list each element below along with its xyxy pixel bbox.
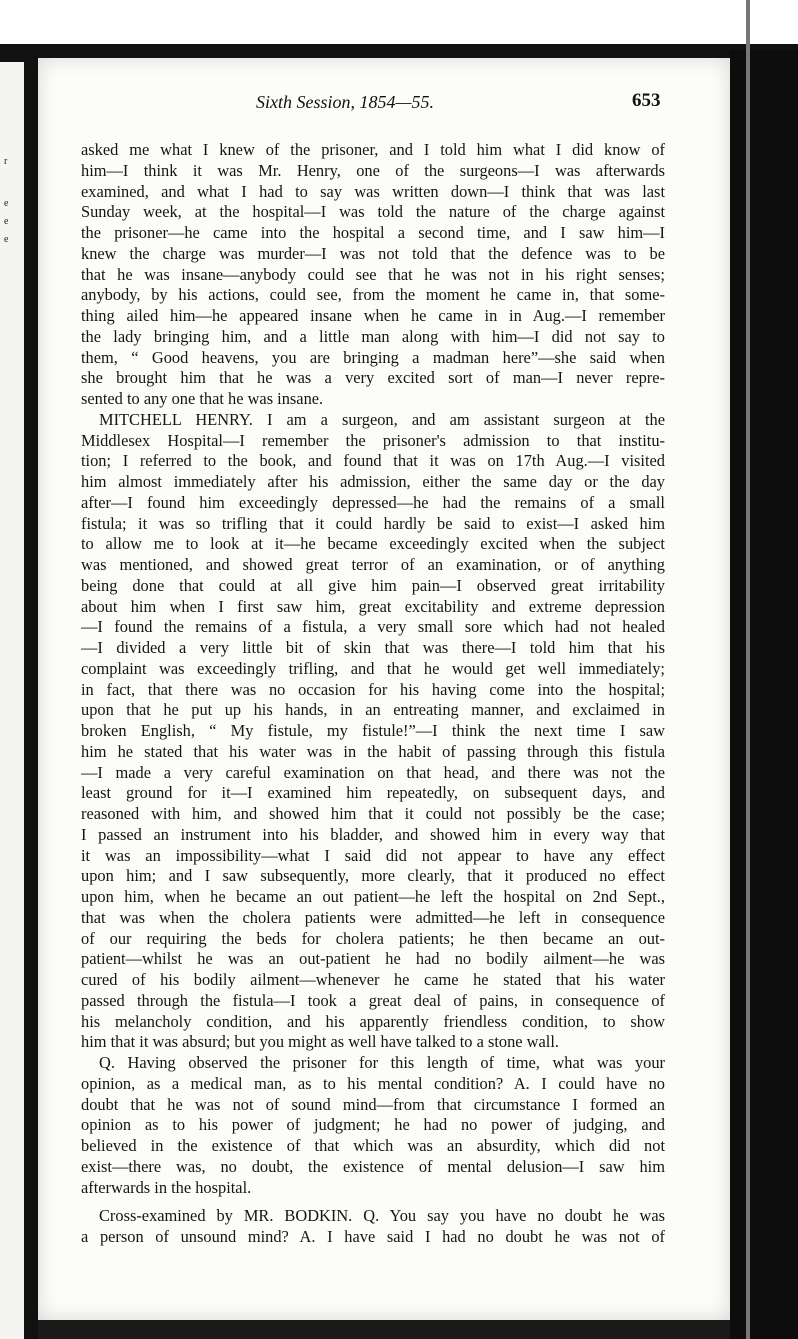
book-gutter (24, 62, 38, 1339)
text-line: that he was insane—anybody could see that he was not in his right senses; (81, 264, 665, 284)
scan-right-border (730, 50, 798, 1339)
text-line: tion; I referred to the book, and found that it was on 17th Aug.—I visited (81, 451, 665, 471)
text-line: MITCHELL HENRY. I am a surgeon, and am assistant surgeon at the (99, 409, 665, 429)
scan-right-strip (746, 0, 750, 1339)
text-line: about him when I first saw him, great excitability and extreme depression (81, 596, 665, 616)
text-line: Q. Having observed the prisoner for this length of time, what was your (99, 1053, 665, 1072)
text-line: Middlesex Hospital—I remember the prisoner's admission to that institu- (81, 430, 665, 450)
text-line: after—I found him exceedingly depressed—he had the remains of a small (81, 492, 665, 512)
text-line: him that it was absurd; but you might as well have talked to a stone wall. (81, 1032, 559, 1052)
text-line: sented to any one that he was insane. (81, 389, 324, 408)
text-line: the prisoner—he came into the hospital a second time, and I saw him—I (81, 223, 665, 242)
text-line: to allow me to look at it—he became exceedingly excited when the subject (81, 534, 665, 554)
text-line: upon him, when he became an out patient—he left the hospital on 2nd Sept., (81, 887, 665, 906)
text-line: exist—there was, no doubt, the existence of mental delusion—I saw him (81, 1156, 665, 1176)
text-line: cured of his bodily ailment—whenever he came he stated that his water (81, 970, 665, 989)
text-line: him almost immediately after his admission, either the same day or the day (81, 472, 665, 491)
book-page (38, 58, 730, 1320)
text-line: him—I think it was Mr. Henry, one of the surgeons—I was afterwards (81, 160, 665, 180)
text-line: examined, and what I had to say was written down—I think that was last (81, 181, 665, 201)
text-line: —I found the remains of a fistula, a very small sore which had not healed (81, 617, 665, 637)
text-line: knew the charge was murder—I was not told that the defence was to be (81, 243, 665, 263)
text-line: broken English, “ My fistule, my fistule!”—I think the next time I saw (81, 721, 665, 740)
text-line: them, “ Good heavens, you are bringing a madman here”—she said when (81, 347, 665, 367)
scan-top-margin (0, 0, 798, 62)
text-line: it was an impossibility—what I said did not appear to have any effect (81, 845, 665, 865)
running-head: Sixth Session, 1854—55. (256, 92, 434, 112)
text-line: of our requiring the beds for cholera patients; he then became an out- (81, 928, 665, 948)
page-header (38, 92, 730, 122)
text-line: reasoned with him, and showed him that it could not possibly be the case; (81, 804, 665, 823)
text-line: opinion, as a medical man, as to his mental condition? A. I could have no (81, 1073, 665, 1093)
text-line: —I made a very careful examination on that head, and there was not the (81, 762, 665, 782)
margin-char: e (4, 234, 9, 245)
page-number: 653 (632, 90, 661, 111)
text-line: opinion as to his power of judgment; he had no power of judging, and (81, 1115, 665, 1135)
text-line: was mentioned, and showed great terror of an examination, or of anything (81, 555, 665, 574)
text-line: least ground for it—I examined him repeatedly, on subsequent days, and (81, 783, 665, 803)
text-line: I passed an instrument into his bladder, and showed him in every way that (81, 824, 665, 844)
text-line: his melancholy condition, and his apparently friendless condition, to show (81, 1011, 665, 1031)
margin-char: e (4, 198, 9, 209)
text-line: complaint was exceedingly trifling, and that he would get well immediately; (81, 658, 665, 678)
text-line: anybody, by his actions, could see, from the moment he came in, that some- (81, 285, 665, 305)
text-line: afterwards in the hospital. (81, 1177, 252, 1197)
text-line: passed through the fistula—I took a great deal of pains, in consequence of (81, 990, 665, 1010)
text-line: believed in the existence of that which was an absurdity, which did not (81, 1136, 665, 1155)
text-line: Sunday week, at the hospital—I was told the nature of the charge against (81, 202, 665, 222)
text-line: Cross-examined by MR. BODKIN. Q. You say you have no doubt he was (99, 1206, 665, 1226)
text-line: she brought him that he was a very excited sort of man—I never repre- (81, 368, 665, 388)
body-text (81, 140, 665, 1248)
text-line: patient—whilst he was an out-patient he had no bodily ailment—he was (81, 949, 665, 969)
text-line: being done that could at all give him pain—I observed great irritability (81, 575, 665, 595)
text-line: asked me what I knew of the prisoner, and I told him what I did know of (81, 140, 665, 159)
text-line: thing ailed him—he appeared insane when he came in in Aug.—I remember (81, 306, 665, 325)
margin-char: r (4, 156, 8, 167)
text-line: fistula; it was so trifling that it could hardly be said to exist—I asked him (81, 513, 665, 533)
text-line: doubt that he was not of sound mind—from that circumstance I formed an (81, 1094, 665, 1114)
text-line: him he stated that his water was in the habit of passing through this fistula (81, 741, 665, 761)
text-line: the lady bringing him, and a little man along with him—I did not say to (81, 326, 665, 346)
text-line: upon him; and I saw subsequently, more clearly, that it produced no effect (81, 866, 665, 886)
text-line: —I divided a very little bit of skin that was there—I told him that his (81, 638, 665, 657)
margin-char: e (4, 216, 9, 227)
text-line: upon that he put up his hands, in an entreating manner, and exclaimed in (81, 700, 665, 720)
text-line: a person of unsound mind? A. I have said I had no doubt he was not of (81, 1227, 665, 1246)
text-line: in fact, that there was no occasion for his having come into the hospital; (81, 679, 665, 699)
text-line: that was when the cholera patients were admitted—he left in consequence (81, 907, 665, 927)
paragraph-gap (81, 1198, 665, 1206)
